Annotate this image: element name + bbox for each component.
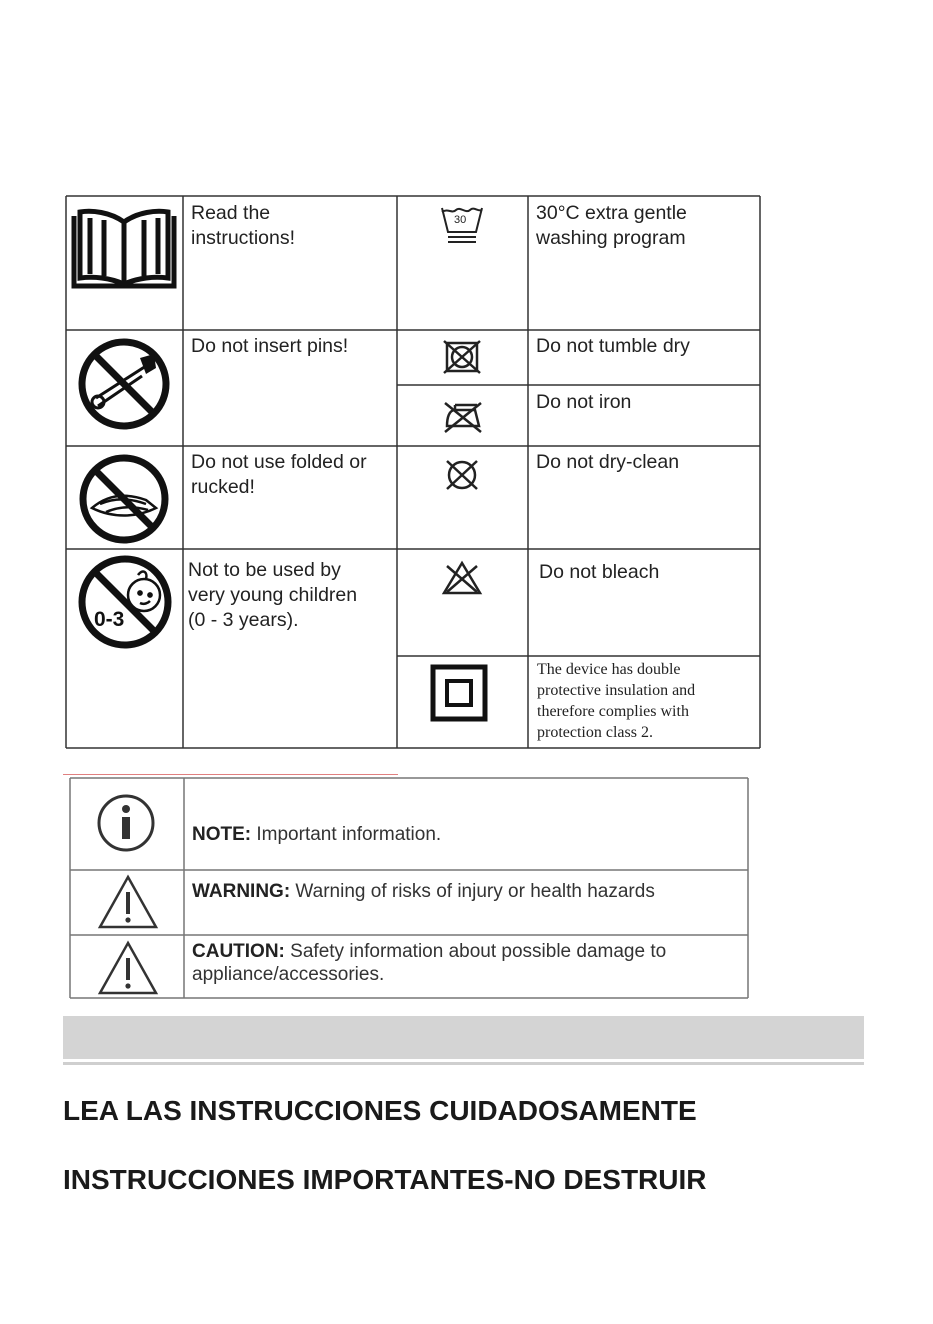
- no-children-line2: very young children: [188, 584, 358, 606]
- no-dry-clean-icon: [444, 458, 480, 492]
- protection-class-line2: protective insulation and: [537, 682, 696, 699]
- no-tumble-dry-text: Do not tumble dry: [536, 335, 690, 357]
- protection-class-line4: protection class 2.: [537, 724, 653, 741]
- no-dry-clean-text: Do not dry-clean: [536, 451, 680, 473]
- no-iron-icon: [443, 400, 483, 434]
- no-folded-line2: rucked!: [191, 476, 255, 498]
- no-children-line1: Not to be used by: [188, 559, 341, 581]
- warning-description: Warning of risks of injury or health hazards: [290, 881, 655, 902]
- wash-30-line1: 30°C extra gentle: [536, 202, 687, 224]
- section-header-bar: [63, 1016, 864, 1059]
- no-folded-icon: [76, 452, 172, 546]
- read-instructions-text: [191, 201, 295, 251]
- caution-label: CAUTION:: [192, 941, 285, 962]
- no-children-line3: (0 - 3 years).: [188, 609, 299, 631]
- heading-read-carefully: LEA LAS INSTRUCCIONES CUIDADOSAMENTE: [63, 1095, 697, 1126]
- warning-label: WARNING:: [192, 881, 291, 902]
- no-bleach-text: Do not bleach: [539, 561, 660, 583]
- note-label: NOTE:: [192, 824, 252, 845]
- warning-text: [192, 880, 655, 903]
- wash-30-text: [536, 201, 687, 251]
- no-bleach-icon: [441, 560, 483, 596]
- no-pins-icon: [76, 336, 172, 432]
- no-folded-text: [191, 450, 367, 500]
- read-instructions-line2: instructions!: [191, 227, 296, 249]
- info-icon: [95, 792, 157, 854]
- no-tumble-dry-icon: [443, 340, 481, 374]
- protection-class-2-text: [537, 659, 695, 743]
- warning-triangle-icon: [97, 874, 159, 930]
- protection-class-2-icon: [430, 664, 488, 722]
- no-children-text: [188, 558, 357, 633]
- read-instructions-line1: Read the: [191, 202, 271, 224]
- no-pins-text: Do not insert pins!: [191, 335, 349, 357]
- protection-class-line3: therefore complies with: [537, 703, 689, 720]
- wash-30-line2: washing program: [536, 227, 686, 249]
- caution-description: Safety information about possible damage to: [284, 941, 667, 962]
- no-children-icon-label: 0-3: [94, 608, 125, 631]
- no-children-icon: [76, 553, 174, 651]
- protection-class-line1: The device has double: [537, 661, 681, 678]
- read-instructions-book-icon: [70, 204, 178, 290]
- no-iron-text: Do not iron: [536, 391, 632, 413]
- caution-text: [192, 940, 666, 986]
- note-description: Important information.: [251, 824, 442, 845]
- no-folded-line1: Do not use folded or: [191, 451, 367, 473]
- caution-description-line2: appliance/accessories.: [192, 964, 385, 985]
- heading-important-instructions: INSTRUCCIONES IMPORTANTES-NO DESTRUIR: [63, 1164, 707, 1195]
- caution-triangle-icon: [97, 940, 159, 996]
- wash-30-icon-label: 30: [454, 214, 467, 226]
- section-rule: [63, 1062, 864, 1065]
- note-text: [192, 823, 441, 846]
- notes-table: [0, 770, 933, 1010]
